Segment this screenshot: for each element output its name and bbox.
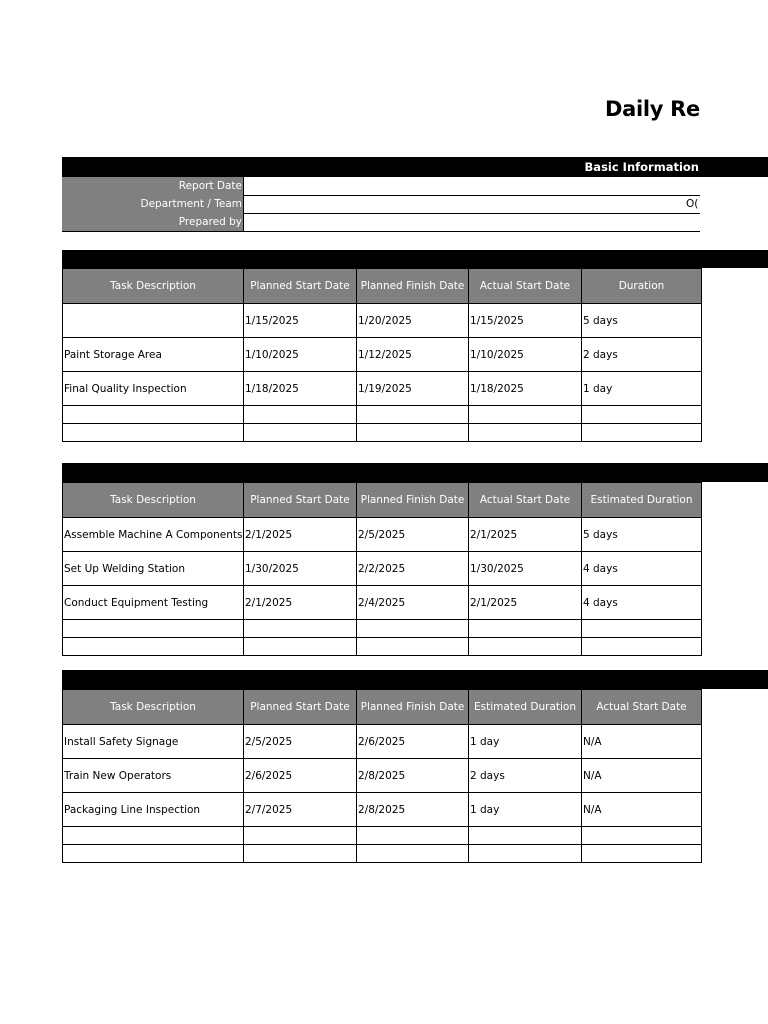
table-row bbox=[63, 759, 702, 793]
table-cell[interactable]: 2/1/2025 bbox=[244, 518, 357, 552]
table-row bbox=[63, 304, 702, 338]
empty-cell[interactable] bbox=[582, 424, 702, 442]
table-cell[interactable]: 1/19/2025 bbox=[357, 372, 469, 406]
empty-cell[interactable] bbox=[469, 620, 582, 638]
basic-info-header-bar bbox=[62, 157, 768, 177]
table-cell[interactable]: N/A bbox=[582, 793, 702, 827]
table-cell[interactable]: Train New Operators bbox=[63, 759, 244, 793]
table-cell[interactable]: 1/10/2025 bbox=[469, 338, 582, 372]
table-cell[interactable]: 2/8/2025 bbox=[357, 759, 469, 793]
table-cell[interactable]: 2/2/2025 bbox=[357, 552, 469, 586]
empty-cell[interactable] bbox=[357, 827, 469, 845]
section3-table bbox=[62, 689, 702, 863]
empty-cell[interactable] bbox=[357, 406, 469, 424]
column-header: Planned Finish Date bbox=[357, 269, 469, 304]
table-cell[interactable]: 2/7/2025 bbox=[244, 793, 357, 827]
table-row bbox=[63, 518, 702, 552]
table-header-row bbox=[63, 269, 702, 304]
info-row-report-date bbox=[62, 177, 700, 196]
table-cell[interactable]: 2/4/2025 bbox=[357, 586, 469, 620]
table-cell[interactable]: 1/30/2025 bbox=[244, 552, 357, 586]
table-cell[interactable]: 1/12/2025 bbox=[357, 338, 469, 372]
table-cell[interactable]: 2 days bbox=[469, 759, 582, 793]
empty-cell[interactable] bbox=[244, 406, 357, 424]
table-cell[interactable]: 2/5/2025 bbox=[244, 725, 357, 759]
empty-cell[interactable] bbox=[582, 827, 702, 845]
empty-cell[interactable] bbox=[582, 638, 702, 656]
column-header: Estimated Duration bbox=[469, 690, 582, 725]
column-header: Task Description bbox=[63, 690, 244, 725]
table-row bbox=[63, 793, 702, 827]
empty-cell[interactable] bbox=[244, 845, 357, 863]
empty-cell[interactable] bbox=[63, 845, 244, 863]
table-cell[interactable]: 2/1/2025 bbox=[469, 586, 582, 620]
empty-cell[interactable] bbox=[63, 620, 244, 638]
info-row-department bbox=[62, 195, 700, 214]
prepared-by-label: Prepared by bbox=[62, 213, 243, 231]
table-cell[interactable]: Final Quality Inspection bbox=[63, 372, 244, 406]
table-cell[interactable]: 1 day bbox=[582, 372, 702, 406]
table-cell[interactable]: 2/6/2025 bbox=[244, 759, 357, 793]
table-cell[interactable]: 1 day bbox=[469, 793, 582, 827]
info-row-prepared-by bbox=[62, 213, 700, 232]
column-header: Planned Start Date bbox=[244, 690, 357, 725]
column-header: Actual Start Date bbox=[469, 269, 582, 304]
column-header: Duration bbox=[582, 269, 702, 304]
department-label: Department / Team bbox=[62, 195, 243, 213]
table-row bbox=[63, 725, 702, 759]
empty-cell[interactable] bbox=[244, 620, 357, 638]
table-cell[interactable]: 1/18/2025 bbox=[469, 372, 582, 406]
empty-cell[interactable] bbox=[244, 424, 357, 442]
table-cell[interactable]: 1/18/2025 bbox=[244, 372, 357, 406]
empty-cell[interactable] bbox=[63, 638, 244, 656]
empty-cell[interactable] bbox=[63, 406, 244, 424]
table-row bbox=[63, 372, 702, 406]
table-cell[interactable]: Packaging Line Inspection bbox=[63, 793, 244, 827]
table-cell[interactable]: Paint Storage Area bbox=[63, 338, 244, 372]
table-cell[interactable]: 5 days bbox=[582, 518, 702, 552]
column-header: Actual Start Date bbox=[469, 483, 582, 518]
table-cell[interactable] bbox=[63, 304, 244, 338]
department-field[interactable] bbox=[243, 195, 700, 213]
empty-row bbox=[63, 424, 702, 442]
empty-cell[interactable] bbox=[469, 424, 582, 442]
table-cell[interactable]: 2/6/2025 bbox=[357, 725, 469, 759]
table-cell[interactable]: 1/15/2025 bbox=[244, 304, 357, 338]
empty-row bbox=[63, 638, 702, 656]
report-title: Daily Re bbox=[604, 97, 700, 121]
table-cell[interactable]: Install Safety Signage bbox=[63, 725, 244, 759]
column-header: Actual Start Date bbox=[582, 690, 702, 725]
empty-cell[interactable] bbox=[469, 827, 582, 845]
empty-cell[interactable] bbox=[244, 827, 357, 845]
table-cell[interactable]: Set Up Welding Station bbox=[63, 552, 244, 586]
column-header: Task Description bbox=[63, 483, 244, 518]
basic-info-heading: Basic Information bbox=[584, 160, 699, 174]
table-cell[interactable]: 1/20/2025 bbox=[357, 304, 469, 338]
empty-row bbox=[63, 827, 702, 845]
table-row bbox=[63, 338, 702, 372]
table-cell[interactable]: 4 days bbox=[582, 586, 702, 620]
section2-header-bar bbox=[62, 463, 768, 482]
empty-row bbox=[63, 620, 702, 638]
department-value: O( bbox=[686, 198, 699, 210]
empty-cell[interactable] bbox=[469, 845, 582, 863]
report-date-field[interactable] bbox=[243, 177, 700, 195]
table-cell[interactable]: Assemble Machine A Components bbox=[63, 518, 244, 552]
table-row bbox=[63, 552, 702, 586]
section1-table bbox=[62, 268, 702, 442]
column-header: Planned Finish Date bbox=[357, 690, 469, 725]
column-header: Planned Start Date bbox=[244, 269, 357, 304]
table-cell[interactable]: 5 days bbox=[582, 304, 702, 338]
column-header: Estimated Duration bbox=[582, 483, 702, 518]
table-cell[interactable]: 2/8/2025 bbox=[357, 793, 469, 827]
table-cell[interactable]: 1/15/2025 bbox=[469, 304, 582, 338]
empty-cell[interactable] bbox=[63, 424, 244, 442]
column-header: Planned Start Date bbox=[244, 483, 357, 518]
empty-cell[interactable] bbox=[244, 638, 357, 656]
table-cell[interactable]: 4 days bbox=[582, 552, 702, 586]
empty-cell[interactable] bbox=[63, 827, 244, 845]
column-header: Task Description bbox=[63, 269, 244, 304]
empty-row bbox=[63, 845, 702, 863]
table-header-row bbox=[63, 690, 702, 725]
empty-cell[interactable] bbox=[582, 845, 702, 863]
empty-row bbox=[63, 406, 702, 424]
table-cell[interactable]: 1/30/2025 bbox=[469, 552, 582, 586]
section2-table bbox=[62, 482, 702, 656]
table-cell[interactable]: 2/1/2025 bbox=[469, 518, 582, 552]
table-row bbox=[63, 586, 702, 620]
table-cell[interactable]: N/A bbox=[582, 759, 702, 793]
table-cell[interactable]: 2/1/2025 bbox=[244, 586, 357, 620]
table-cell[interactable]: 2/5/2025 bbox=[357, 518, 469, 552]
table-cell[interactable]: N/A bbox=[582, 725, 702, 759]
prepared-by-field[interactable] bbox=[243, 213, 700, 231]
column-header: Planned Finish Date bbox=[357, 483, 469, 518]
empty-cell[interactable] bbox=[582, 620, 702, 638]
empty-cell[interactable] bbox=[582, 406, 702, 424]
empty-cell[interactable] bbox=[469, 406, 582, 424]
section1-header-bar bbox=[62, 250, 768, 268]
table-header-row bbox=[63, 483, 702, 518]
table-cell[interactable]: 1/10/2025 bbox=[244, 338, 357, 372]
report-date-label: Report Date bbox=[62, 177, 243, 195]
empty-cell[interactable] bbox=[357, 424, 469, 442]
empty-cell[interactable] bbox=[469, 638, 582, 656]
empty-cell[interactable] bbox=[357, 638, 469, 656]
empty-cell[interactable] bbox=[357, 845, 469, 863]
table-cell[interactable]: 1 day bbox=[469, 725, 582, 759]
table-cell[interactable]: Conduct Equipment Testing bbox=[63, 586, 244, 620]
table-cell[interactable]: 2 days bbox=[582, 338, 702, 372]
empty-cell[interactable] bbox=[357, 620, 469, 638]
section3-header-bar bbox=[62, 670, 768, 689]
